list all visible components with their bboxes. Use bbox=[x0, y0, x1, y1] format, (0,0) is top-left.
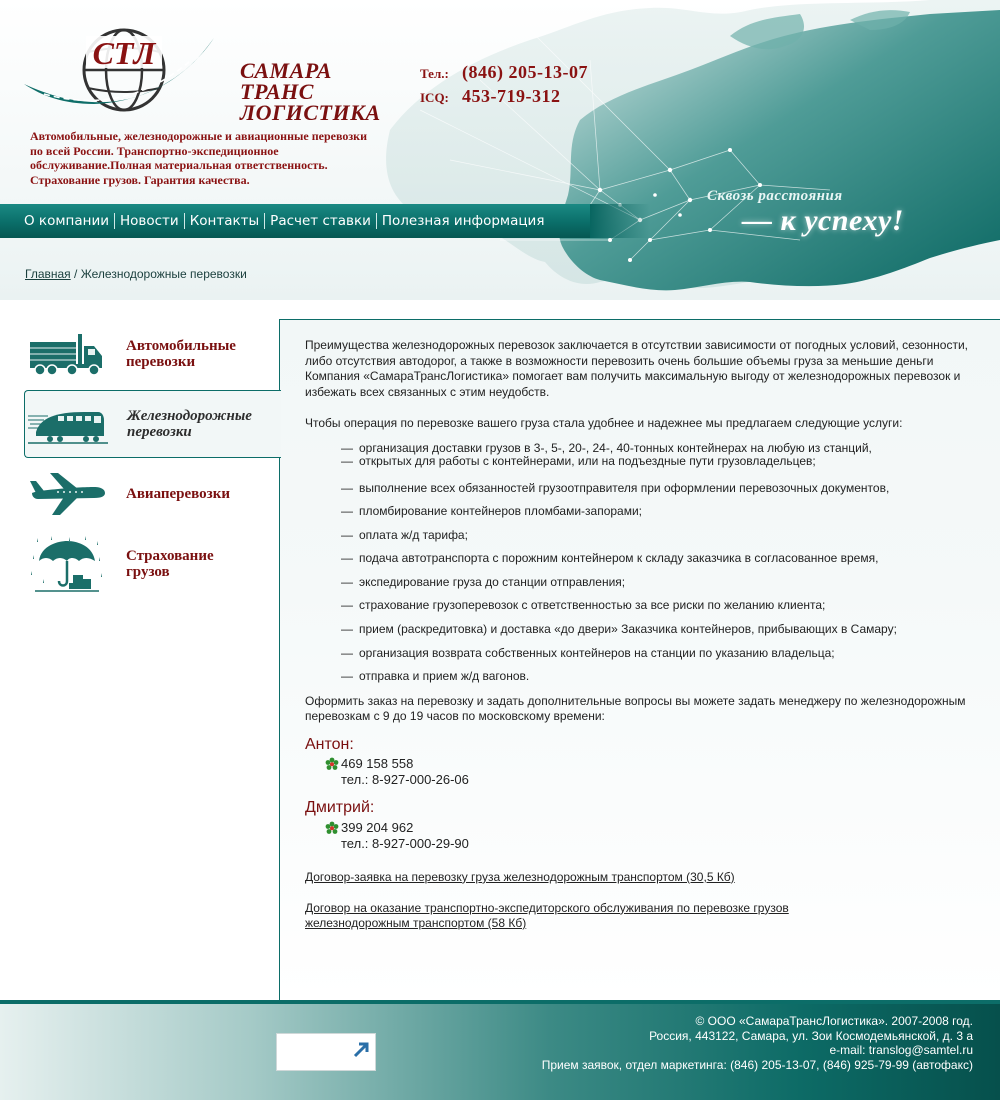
breadcrumb-current: Железнодорожные перевозки bbox=[80, 267, 247, 281]
services-intro: Чтобы операция по перевозке вашего груза стала удобнее и надежнее мы предлагаем следующие услуги: bbox=[305, 416, 903, 430]
footer-address: Россия, 443122, Самара, ул. Зои Космодемьянской, д. 3 а bbox=[649, 1028, 973, 1043]
icq-number: 399 204 962 bbox=[341, 819, 414, 835]
footer-divider bbox=[0, 1000, 1000, 1004]
manager-name: Антон: bbox=[305, 735, 354, 753]
list-item: — организация возврата собственных контейнеров на станции по указанию владельца; bbox=[341, 645, 835, 660]
slogan-line-1: Сквозь расстояния bbox=[707, 188, 843, 204]
manager-icq bbox=[325, 820, 985, 836]
nav-contacts[interactable]: Контакты bbox=[184, 213, 264, 229]
manager-icq bbox=[325, 756, 985, 772]
icq-number: 469 158 558 bbox=[341, 756, 414, 772]
article bbox=[305, 338, 985, 931]
nav-useful-info[interactable]: Полезная информация bbox=[376, 213, 550, 229]
list-item-text: выполнение всех обязанностей грузоотправителя при оформлении перевозочных документов, bbox=[359, 480, 890, 495]
menu-label-line: Страхование bbox=[126, 548, 214, 564]
list-item-text: пломбирование контейнеров пломбами-запорами; bbox=[359, 504, 643, 519]
logo-title bbox=[240, 60, 381, 123]
doc-link-contract[interactable] bbox=[305, 901, 985, 931]
menu-label-line: перевозки bbox=[126, 354, 196, 370]
order-paragraph: Оформить заказ на перевозку и задать дополнительные вопросы вы можете задать менеджеру по железнодорожным перевозкам с 9 до 19 часов по московскому времени: bbox=[305, 693, 966, 724]
main-content bbox=[279, 319, 1000, 1000]
icq-label: ICQ: bbox=[420, 90, 449, 105]
russia-map bbox=[330, 0, 1000, 300]
footer-email[interactable]: e-mail: translog@samtel.ru bbox=[829, 1043, 973, 1057]
list-item: — прием (раскредитовка) и доставка «до двери» Заказчика контейнеров, прибывающих в Самару; bbox=[341, 622, 897, 637]
menu-item-label bbox=[126, 338, 236, 370]
manager-phone: тел.: 8-927-000-26-06 bbox=[341, 772, 469, 788]
header-contacts bbox=[420, 62, 588, 110]
menu-item-rail[interactable] bbox=[24, 390, 281, 458]
navbar-fade bbox=[590, 204, 650, 238]
company-logo[interactable] bbox=[24, 22, 384, 125]
list-item-text: организация возврата собственных контейнеров на станции по указанию владельца; bbox=[359, 645, 835, 660]
menu-item-label bbox=[126, 486, 230, 502]
footer-info bbox=[542, 1014, 973, 1072]
manager-phone: тел.: 8-927-000-29-90 bbox=[341, 835, 469, 851]
list-item: — выполнение всех обязанностей грузоотправителя при оформлении перевозочных документов, bbox=[341, 480, 890, 495]
list-item: — страхование грузоперевозок с ответственностью за все риски по желанию клиента; bbox=[341, 598, 826, 613]
list-item-text: подача автотранспорта с порожним контейнером к складу заказчика в согласованное время, bbox=[359, 551, 879, 566]
tel-value: (846) 205-13-07 bbox=[462, 62, 588, 82]
arrow-icon bbox=[277, 1034, 375, 1070]
logo-abbr: СТЛ bbox=[92, 35, 156, 71]
footer bbox=[0, 1000, 1000, 1100]
visitor-counter[interactable] bbox=[276, 1033, 376, 1071]
doc-link-request[interactable]: Договор-заявка на перевозку груза железнодорожным транспортом (30,5 Кб) bbox=[305, 869, 735, 884]
nav-rate-calc[interactable]: Расчет ставки bbox=[264, 213, 376, 229]
manager-name: Дмитрий: bbox=[305, 799, 375, 817]
tagline: Автомобильные, железнодорожные и авиационные перевозки по всей России. Транспортно-экспедиционное обслуживание.Полная материальная ответственность. Страхование грузов. Гарантия качества. bbox=[30, 129, 367, 187]
menu-label-line: Авиаперевозки bbox=[126, 486, 230, 502]
menu-item-insurance[interactable] bbox=[24, 530, 280, 598]
logo-line: ЛОГИСТИКА bbox=[240, 100, 381, 125]
footer-copyright: © ООО «СамараТрансЛогистика». 2007-2008 год. bbox=[695, 1014, 973, 1028]
nav-about[interactable]: О компании bbox=[24, 213, 109, 229]
globe-road-logo-icon bbox=[24, 22, 224, 122]
menu-label-line: Автомобильные bbox=[126, 338, 236, 354]
list-item: — экспедирование груза до станции отправления; bbox=[341, 574, 626, 589]
doc-link-line: Договор на оказание транспортно-экспедиторского обслуживания по перевозке грузов bbox=[305, 900, 789, 915]
list-item: — оплата ж/д тарифа; bbox=[341, 527, 468, 542]
header bbox=[0, 0, 1000, 300]
umbrella-icon bbox=[24, 534, 110, 594]
intro-paragraph: Преимущества железнодорожных перевозок заключается в отсутствии зависимости от погодных условий, сезонности, либо отсутствия автодорог, а также в возможности перевозить очень большие объемы груза за меньшие деньги Компания «СамараТрансЛогистика» помогает вам получить максимальную выгоду от железнодорожных перевозок и избежать всех связанных с этим неудобств. bbox=[305, 338, 969, 399]
main-navbar bbox=[0, 204, 590, 238]
menu-label-line: грузов bbox=[126, 564, 170, 580]
train-icon bbox=[25, 394, 111, 454]
main-nav bbox=[22, 213, 549, 229]
menu-item-label bbox=[126, 548, 214, 580]
list-item: — организация доставки грузов в 3-, 5-, 20-, 24-, 40-тонных контейнерах на любую из станций, bbox=[341, 440, 872, 455]
icq-flower-icon bbox=[325, 821, 339, 835]
services-list bbox=[341, 442, 985, 684]
list-item: — подача автотранспорта с порожним контейнером к складу заказчика в согласованное время, bbox=[341, 551, 879, 566]
doc-link-line: железнодорожным транспортом (58 Кб) bbox=[305, 915, 527, 930]
breadcrumb-separator: / bbox=[70, 267, 81, 281]
footer-phones: Прием заявок, отдел маркетинга: (846) 205-13-07, (846) 925-79-99 (автофакс) bbox=[541, 1057, 973, 1072]
icq-flower-icon bbox=[325, 757, 339, 771]
list-item: — отправка и прием ж/д вагонов. bbox=[341, 669, 530, 684]
service-menu bbox=[24, 320, 280, 600]
truck-icon bbox=[24, 324, 110, 384]
list-item-text: оплата ж/д тарифа; bbox=[359, 527, 468, 542]
breadcrumb-home-link[interactable]: Главная bbox=[25, 267, 71, 281]
menu-label-line: Железнодорожные bbox=[127, 408, 252, 424]
list-item-text: организация доставки грузов в 3-, 5-, 20-, 24-, 40-тонных контейнерах на любую из станций, bbox=[359, 440, 872, 455]
airplane-icon bbox=[24, 464, 110, 524]
slogan-line-2: — к успеху! bbox=[742, 204, 904, 237]
list-item-text: экспедирование груза до станции отправления; bbox=[359, 574, 626, 589]
list-item-text: открытых для работы с контейнерами, или на подъездные пути грузовладельцев; bbox=[359, 453, 816, 468]
nav-news[interactable]: Новости bbox=[114, 213, 184, 229]
menu-item-label bbox=[127, 408, 252, 440]
logo-line: САМАРА bbox=[240, 58, 332, 83]
list-item-text: отправка и прием ж/д вагонов. bbox=[359, 669, 530, 684]
list-item: — открытых для работы с контейнерами, или на подъездные пути грузовладельцев; bbox=[341, 453, 816, 468]
menu-item-air[interactable] bbox=[24, 460, 280, 528]
breadcrumb bbox=[25, 267, 247, 281]
list-item-text: прием (раскредитовка) и доставка «до двери» Заказчика контейнеров, прибывающих в Самару; bbox=[359, 622, 897, 637]
menu-item-auto[interactable] bbox=[24, 320, 280, 388]
menu-label-line: перевозки bbox=[127, 424, 192, 440]
list-item-text: страхование грузоперевозок с ответственностью за все риски по желанию клиента; bbox=[359, 598, 826, 613]
icq-value: 453-719-312 bbox=[462, 86, 561, 106]
tel-label: Тел.: bbox=[420, 66, 449, 81]
list-item: — пломбирование контейнеров пломбами-запорами; bbox=[341, 504, 643, 519]
logo-line: ТРАНС bbox=[240, 79, 314, 104]
